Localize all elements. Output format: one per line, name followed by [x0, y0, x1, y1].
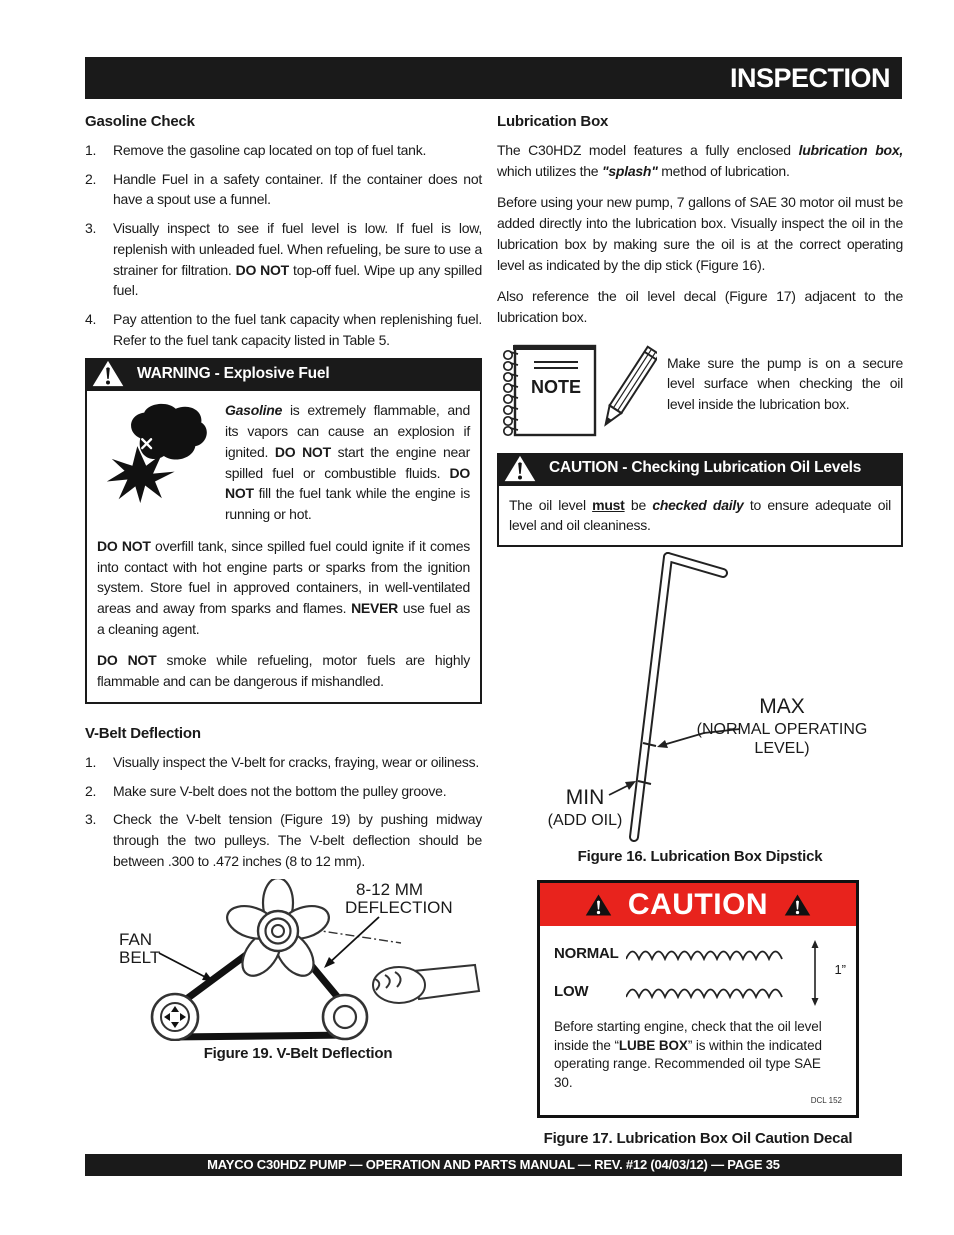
footer-text: MAYCO C30HDZ PUMP — OPERATION AND PARTS MANUAL — REV. #12 (04/03/12) — PAGE 35	[207, 1157, 780, 1172]
list-number: 4.	[85, 311, 97, 328]
right-column	[497, 113, 903, 1147]
oil-level-wave	[626, 984, 783, 999]
low-label: LOW	[554, 982, 589, 1000]
vbelt-heading: V-Belt Deflection	[85, 724, 201, 742]
list-item	[85, 140, 482, 161]
list-text: Visually inspect to see if fuel level is low. If fuel is low, replenish with unleaded fuel. When refueling, be sure to use a strainer for filtration. DO NOT top-off fuel. Wipe up any spilled fuel.	[113, 220, 482, 299]
decal-part-code: DCL 152	[810, 1095, 842, 1105]
list-number: 1.	[85, 753, 97, 770]
page-title: INSPECTION	[729, 62, 890, 93]
one-inch-label: 1”	[834, 962, 846, 978]
warning-triangle-icon	[503, 455, 537, 482]
note-block	[497, 341, 903, 439]
max-sub-label-line1: (NORMAL OPERATING	[696, 721, 868, 739]
gasoline-check-heading: Gasoline Check	[85, 113, 195, 130]
list-text: Visually inspect the V-belt for cracks, fraying, wear or oiliness.	[113, 753, 480, 770]
note-notebook-icon	[497, 341, 599, 439]
normal-level-row	[554, 942, 842, 964]
list-number: 2.	[85, 782, 97, 799]
list-item	[85, 169, 482, 210]
deflection-label-line2: DEFLECTION	[345, 898, 453, 918]
list-item	[85, 781, 482, 802]
list-number: 3.	[85, 811, 97, 828]
caution-text: The oil level must be checked daily to ensure adequate oil level and oil cleaniness.	[509, 496, 891, 534]
decal-header	[540, 883, 856, 926]
list-number: 3.	[85, 220, 97, 237]
warning-box	[85, 358, 482, 703]
fan-belt-label-line1: FAN	[119, 930, 153, 950]
figure-17-caption: Figure 17. Lubrication Box Oil Caution Decal	[543, 1129, 853, 1147]
vbelt-section	[85, 725, 482, 872]
list-text: Make sure V-belt does not the bottom the pulley groove.	[113, 782, 447, 799]
figure-19-caption: Figure 19. V-Belt Deflection	[203, 1045, 393, 1063]
note-label: NOTE	[530, 376, 582, 397]
warning-paragraph: DO NOT overfill tank, since spilled fuel could ignite if it comes into contact with hot engine parts or sparks from the ignition system. Store fuel in approved containers, in well-ventilated areas and away from sparks and flames. NEVER use fuel as a cleaning agent.	[97, 537, 470, 637]
caution-header-bar	[497, 453, 903, 484]
paragraph: Before using your new pump, 7 gallons of SAE 30 motor oil must be added directly into the lubrication box. Visually inspect the oil in the lubrication box by making sure the oil is at the correct operating level as indicated by the dip stick (Figure 16).	[497, 194, 903, 273]
oil-caution-decal	[537, 880, 859, 1118]
list-text: Check the V-belt tension (Figure 19) by pushing midway through the two pulleys. The V-belt deflection should be between .300 to .472 inches (8 to 12 mm).	[113, 811, 482, 869]
oil-level-wave	[626, 946, 783, 961]
min-label: MIN	[565, 786, 605, 810]
decal-body	[540, 926, 856, 1115]
caution-title: CAUTION - Checking Lubrication Oil Levels	[549, 459, 862, 477]
list-item	[85, 752, 482, 773]
paragraph: The C30HDZ model features a fully enclosed lubrication box, which utilizes the "splash" method of lubrication.	[497, 142, 903, 179]
section-header-bar	[85, 57, 902, 99]
list-item	[85, 218, 482, 301]
max-label: MAX	[759, 695, 805, 719]
explosion-icon	[97, 402, 215, 504]
max-sub-label-line2: LEVEL)	[754, 740, 810, 758]
caution-box	[497, 453, 903, 547]
list-number: 1.	[85, 142, 97, 158]
warning-paragraph: DO NOT smoke while refueling, motor fuels are highly flammable and can be dangerous if mishandled.	[97, 652, 470, 690]
warning-title: WARNING - Explosive Fuel	[137, 364, 330, 382]
decal-title: CAUTION	[627, 887, 769, 921]
warning-triangle-icon	[91, 360, 125, 387]
dipstick-drawing	[497, 551, 903, 848]
fan-belt-drawing	[113, 879, 483, 1041]
list-text: Pay attention to the fuel tank capacity when replenishing fuel. Refer to the fuel tank capacity listed in Table 5.	[113, 311, 482, 348]
fan-belt-label-line2: BELT	[119, 948, 161, 968]
one-inch-gap-indicator	[808, 940, 846, 1006]
deflection-label-line1: 8-12 MM	[356, 880, 424, 900]
warning-header-bar	[85, 358, 482, 389]
note-text: Make sure the pump is on a secure level surface when checking the oil level inside the lubrication box.	[667, 354, 903, 413]
min-sub-label: (ADD OIL)	[547, 812, 623, 830]
pencil-icon	[599, 341, 657, 439]
paragraph: Also reference the oil level decal (Figure 17) adjacent to the lubrication box.	[497, 288, 903, 326]
figure-19-vbelt-illustration	[113, 879, 483, 1041]
list-item	[85, 309, 482, 350]
warning-body	[85, 389, 482, 703]
warning-paragraph: Gasoline is extremely flammable, and its vapors can cause an explosion if ignited. DO NOT start the engine near spilled fuel or combustible fluids. DO NOT fill the fuel tank while the engine is running or hot.	[225, 402, 470, 523]
lubrication-box-heading: Lubrication Box	[497, 113, 609, 130]
figure-16-dipstick-illustration	[497, 551, 903, 848]
left-column	[85, 113, 482, 1062]
list-item	[85, 809, 482, 871]
list-number: 2.	[85, 170, 97, 187]
low-level-row	[554, 980, 842, 1002]
page-footer-bar	[85, 1154, 902, 1176]
list-text: Handle Fuel in a safety container. If the container does not have a spout use a funnel.	[113, 170, 482, 208]
normal-label: NORMAL	[554, 944, 619, 962]
caution-body	[497, 484, 903, 547]
decal-instructions: Before starting engine, check that the oil level inside the “LUBE BOX” is within the indicated operating range. Recommended oil type SAE 30.	[554, 1019, 822, 1091]
warning-triangle-icon	[784, 893, 811, 917]
figure-16-caption: Figure 16. Lubrication Box Dipstick	[577, 848, 823, 866]
warning-triangle-icon	[585, 893, 612, 917]
list-text: Remove the gasoline cap located on top of fuel tank.	[113, 142, 427, 158]
